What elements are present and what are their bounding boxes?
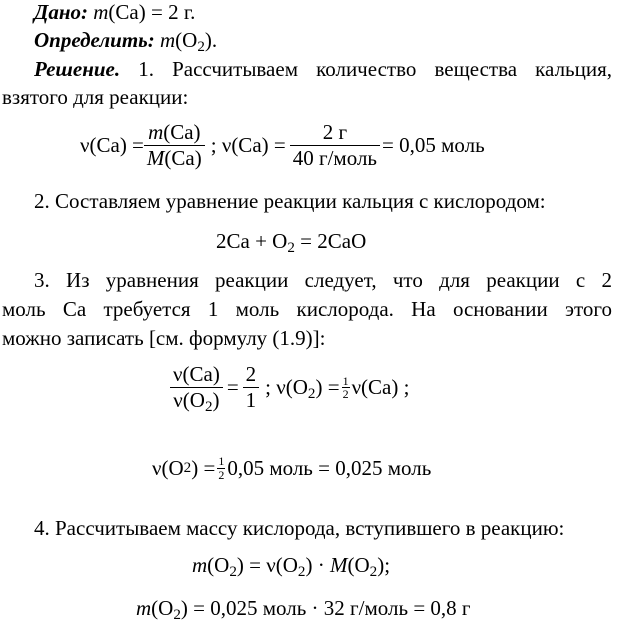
step3-line2: моль Ca требуется 1 моль кислорода. На основании этого	[2, 297, 612, 321]
equation-amount-oxygen: ν(O 2 ) = $\frac{1}{2}$ 0,05 моль = 0,025 моль	[152, 454, 432, 482]
mass-result-b: ) = 0,025 моль · 32 г/моль = 0,8 г	[180, 596, 471, 620]
reaction-right: = 2CaO	[294, 229, 367, 253]
mass-formula-e: );	[377, 553, 391, 577]
ratio-half-fraction	[342, 375, 350, 401]
ratio-fraction	[170, 362, 223, 413]
eq1-fraction	[144, 120, 205, 171]
eq1-separator: ; ν(Ca) =	[210, 133, 286, 158]
ratio-num-value: 2	[243, 362, 260, 388]
mass-formula-m: m	[192, 553, 208, 577]
mass-formula-M: M	[329, 553, 348, 577]
find-mass-symbol: m	[160, 28, 176, 52]
step1-continuation: взятого для реакции:	[2, 85, 189, 109]
step2-text: 2. Составляем уравнение реакции кальция с кислородом:	[34, 189, 546, 213]
ratio-numerator: ν(Ca)	[170, 362, 223, 388]
ratio-den-sub: 2	[204, 398, 213, 415]
ratio-tail: ν(Ca) ;	[351, 375, 410, 400]
equation-amount-calcium	[80, 120, 485, 171]
mass-formula-b: ) = ν(O	[236, 553, 298, 577]
ratio-den-value: 1	[245, 388, 257, 413]
mass-result-m: m	[136, 596, 152, 620]
solution-line	[34, 57, 612, 82]
ratio-fraction-values	[243, 362, 260, 413]
ratio-sep-sub: 2	[307, 385, 316, 402]
eq1-num-ca: (Ca)	[163, 120, 201, 144]
given-label: Дано:	[34, 0, 88, 24]
ratio-den-close: )	[212, 388, 220, 413]
mass-formula-d: (O	[347, 553, 370, 577]
eq3-left: ν(O	[152, 455, 184, 480]
find-formula-open: (O	[175, 28, 198, 52]
find-line	[34, 28, 217, 53]
ratio-sep: ; ν(O	[265, 375, 308, 400]
mass-formula-b-sub: 2	[297, 563, 306, 580]
reaction-equation	[216, 229, 366, 254]
given-mass-symbol: m	[93, 0, 109, 24]
eq3-tail: 0,05 моль = 0,025 моль	[227, 455, 432, 480]
given-line	[34, 0, 195, 25]
reaction-left: 2Ca + O	[216, 229, 288, 253]
find-subscript: 2	[197, 38, 205, 55]
eq1-result: = 0,05 моль	[382, 133, 485, 158]
mass-result	[136, 596, 471, 621]
ratio-half-num: 1	[342, 373, 349, 388]
find-label: Определить:	[34, 28, 155, 52]
eq1-denominator	[144, 146, 205, 171]
equation-ratio	[170, 362, 409, 413]
eq1-den-M: M	[146, 146, 165, 171]
ratio-second-eq	[265, 375, 339, 400]
eq1-den-ca: (Ca)	[164, 146, 202, 171]
step1-text: 1. Рассчитываем количество вещества кальция,	[138, 57, 613, 81]
reaction-subscript: 2	[287, 239, 295, 256]
mass-formula-a: (O	[207, 553, 230, 577]
mass-formula-c: ) ·	[305, 553, 330, 577]
step3-line1: 3. Из уравнения реакции следует, что для реакции с 2	[34, 268, 612, 292]
find-formula-close: ).	[204, 28, 218, 52]
step4-text: 4. Рассчитываем массу кислорода, вступившего в реакцию:	[34, 516, 565, 540]
mass-formula-a-sub: 2	[229, 563, 237, 580]
eq1-num-m: m	[148, 120, 164, 144]
eq1-den-value: 40 г/моль	[292, 146, 378, 171]
eq1-num-value: 2 г	[290, 120, 380, 146]
ratio-equals: =	[226, 375, 239, 400]
mass-formula-d-sub: 2	[369, 563, 378, 580]
eq1-lhs: ν(Ca) =	[80, 133, 144, 158]
step3-line3: можно записать [см. формулу (1.9)]:	[2, 326, 326, 350]
eq1-numerator	[144, 120, 205, 146]
ratio-den-text: ν(O	[173, 388, 205, 413]
mass-result-a: (O	[151, 596, 174, 620]
ratio-sep-close: ) =	[315, 375, 340, 400]
solution-label: Решение.	[34, 57, 121, 81]
mass-formula	[192, 553, 390, 578]
given-value: (Ca) = 2 г.	[108, 0, 196, 24]
eq3-half-num: 1	[218, 454, 225, 468]
eq3-half-fraction	[217, 455, 225, 481]
eq1-fraction-values	[290, 120, 380, 171]
mass-result-a-sub: 2	[173, 606, 181, 623]
eq3-close: ) =	[191, 455, 216, 480]
eq3-half-den: 2	[218, 467, 225, 482]
ratio-half-den: 2	[342, 387, 349, 402]
ratio-denominator	[170, 388, 223, 413]
